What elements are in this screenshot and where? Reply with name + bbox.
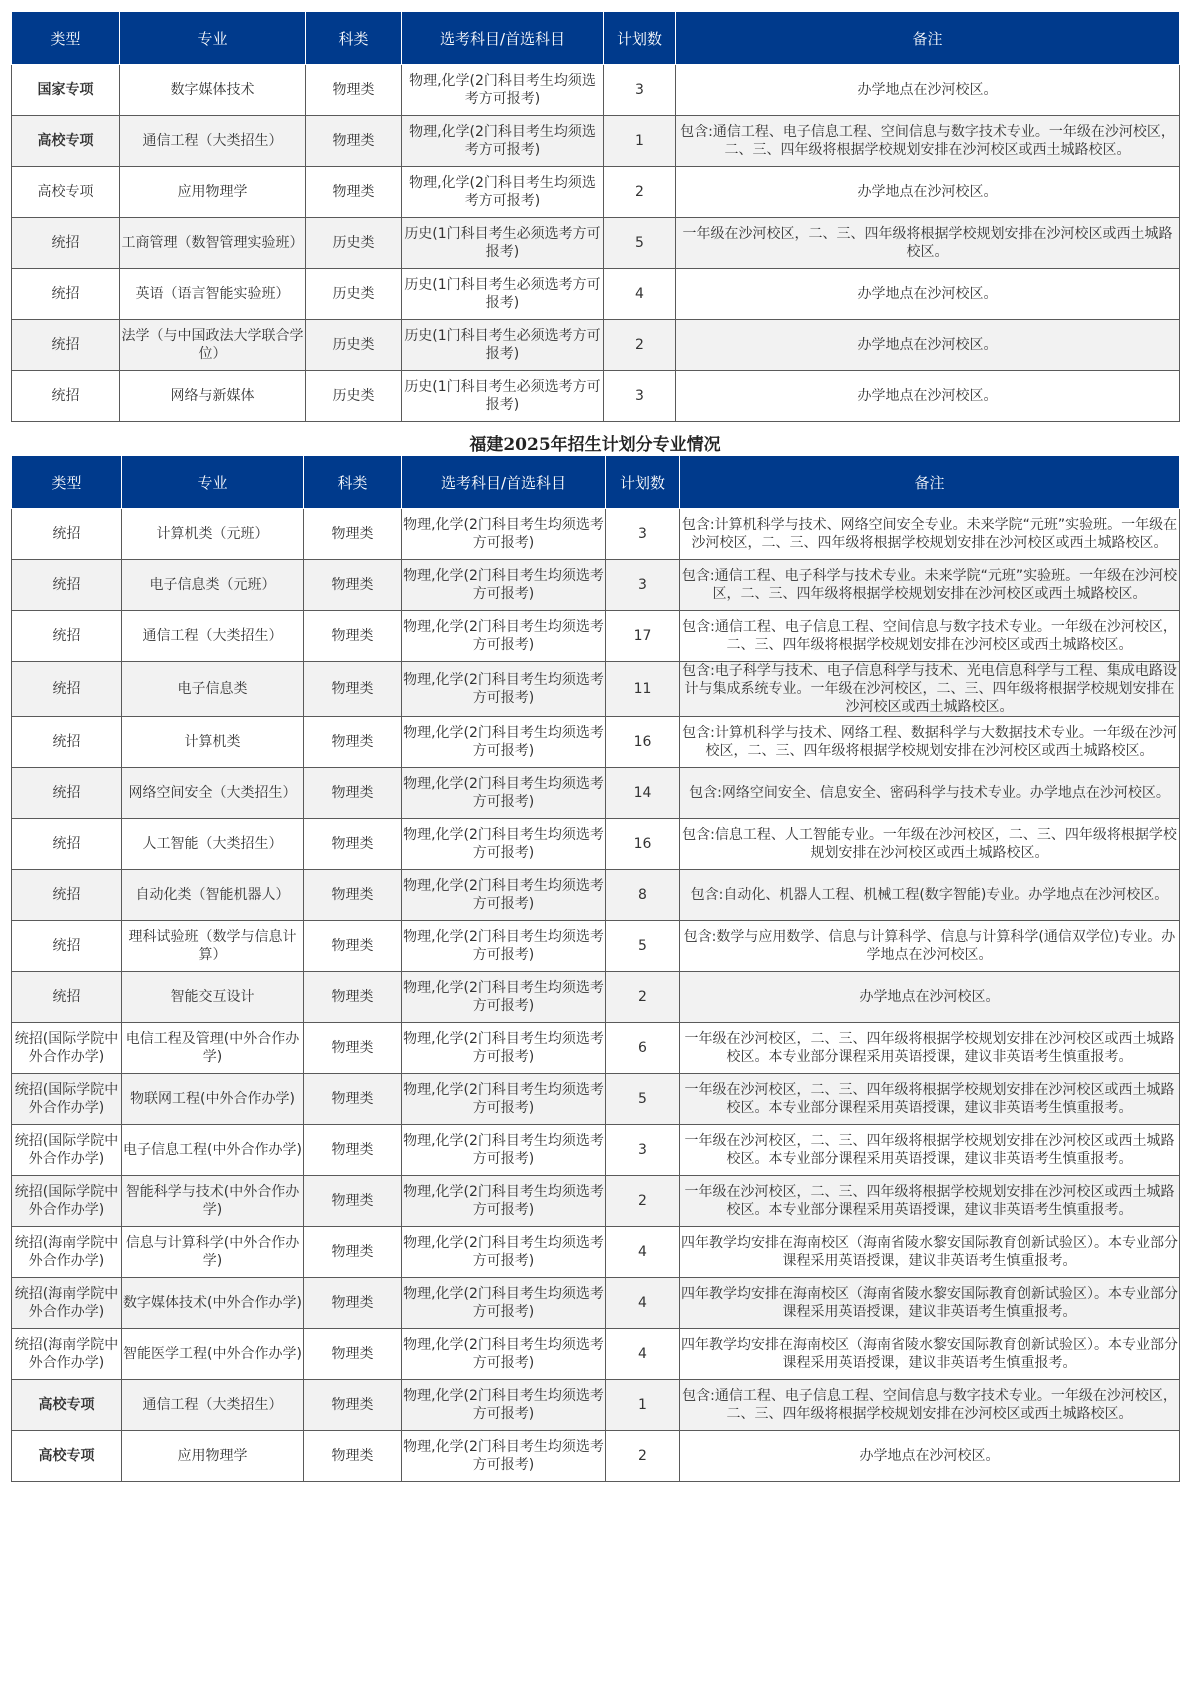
cell-category: 物理类: [304, 1227, 402, 1278]
table-row: [12, 1125, 1180, 1176]
cell-note: 四年教学均安排在海南校区（海南省陵水黎安国际教育创新试验区）。本专业部分课程采用英语授课，建议非英语考生慎重报考。: [680, 1278, 1180, 1329]
header-category: 科类: [306, 12, 402, 65]
cell-subjects: 物理,化学(2门科目考生均须选考方可报考): [402, 972, 606, 1023]
cell-note: 办学地点在沙河校区。: [676, 167, 1180, 218]
cell-major: 应用物理学: [122, 1431, 304, 1482]
cell-count: 4: [606, 1329, 680, 1380]
cell-count: 2: [606, 972, 680, 1023]
header-note: 备注: [680, 456, 1180, 509]
table-row: [12, 1074, 1180, 1125]
cell-category: 物理类: [304, 870, 402, 921]
cell-subjects: 物理,化学(2门科目考生均须选考方可报考): [402, 768, 606, 819]
cell-note: 包含:计算机科学与技术、网络工程、数据科学与大数据技术专业。一年级在沙河校区，二、三、四年级将根据学校规划安排在沙河校区或西土城路校区。: [680, 717, 1180, 768]
cell-type: 统招: [12, 768, 122, 819]
cell-note: 办学地点在沙河校区。: [680, 972, 1180, 1023]
cell-type: 统招: [12, 972, 122, 1023]
cell-category: 物理类: [304, 717, 402, 768]
cell-note: 一年级在沙河校区，二、三、四年级将根据学校规划安排在沙河校区或西土城路校区。本专业部分课程采用英语授课，建议非英语考生慎重报考。: [680, 1023, 1180, 1074]
cell-type: 统招: [12, 269, 120, 320]
table-row: [12, 1380, 1180, 1431]
cell-category: 物理类: [304, 768, 402, 819]
cell-type: 统招(国际学院中外合作办学): [12, 1023, 122, 1074]
cell-category: 历史类: [306, 320, 402, 371]
table-row: [12, 560, 1180, 611]
table-row: [12, 218, 1180, 269]
cell-type: 高校专项: [12, 1431, 122, 1482]
cell-category: 物理类: [304, 560, 402, 611]
cell-count: 5: [606, 921, 680, 972]
cell-subjects: 物理,化学(2门科目考生均须选考方可报考): [402, 921, 606, 972]
cell-type: 统招(海南学院中外合作办学): [12, 1278, 122, 1329]
table-body: [12, 65, 1180, 422]
cell-subjects: 物理,化学(2门科目考生均须选考方可报考): [402, 509, 606, 560]
cell-subjects: 物理,化学(2门科目考生均须选考方可报考): [402, 1227, 606, 1278]
cell-category: 历史类: [306, 218, 402, 269]
cell-category: 物理类: [304, 509, 402, 560]
cell-note: 包含:网络空间安全、信息安全、密码科学与技术专业。办学地点在沙河校区。: [680, 768, 1180, 819]
cell-note: 一年级在沙河校区，二、三、四年级将根据学校规划安排在沙河校区或西土城路校区。本专业部分课程采用英语授课，建议非英语考生慎重报考。: [680, 1074, 1180, 1125]
cell-major: 信息与计算科学(中外合作办学): [122, 1227, 304, 1278]
cell-category: 物理类: [304, 819, 402, 870]
cell-major: 智能交互设计: [122, 972, 304, 1023]
cell-major: 通信工程（大类招生）: [120, 116, 306, 167]
cell-count: 3: [606, 1125, 680, 1176]
cell-note: 办学地点在沙河校区。: [676, 320, 1180, 371]
cell-major: 工商管理（数智管理实验班）: [120, 218, 306, 269]
cell-type: 统招: [12, 662, 122, 717]
cell-category: 物理类: [304, 1125, 402, 1176]
cell-major: 智能医学工程(中外合作办学): [122, 1329, 304, 1380]
cell-count: 4: [604, 269, 676, 320]
table-row: [12, 717, 1180, 768]
cell-type: 统招: [12, 320, 120, 371]
cell-subjects: 物理,化学(2门科目考生均须选考方可报考): [402, 717, 606, 768]
cell-major: 法学（与中国政法大学联合学位）: [120, 320, 306, 371]
cell-subjects: 历史(1门科目考生必须选考方可报考): [402, 218, 604, 269]
cell-type: 统招: [12, 611, 122, 662]
cell-subjects: 物理,化学(2门科目考生均须选考方可报考): [402, 1278, 606, 1329]
header-subjects: 选考科目/首选科目: [402, 456, 606, 509]
cell-count: 4: [606, 1227, 680, 1278]
table-row: [12, 269, 1180, 320]
cell-note: 一年级在沙河校区，二、三、四年级将根据学校规划安排在沙河校区或西土城路校区。本专业部分课程采用英语授课，建议非英语考生慎重报考。: [680, 1176, 1180, 1227]
cell-note: 包含:通信工程、电子信息工程、空间信息与数字技术专业。一年级在沙河校区，二、三、四年级将根据学校规划安排在沙河校区或西土城路校区。: [676, 116, 1180, 167]
table-row: [12, 1227, 1180, 1278]
cell-note: 包含:信息工程、人工智能专业。一年级在沙河校区，二、三、四年级将根据学校规划安排在沙河校区或西土城路校区。: [680, 819, 1180, 870]
header-count: 计划数: [604, 12, 676, 65]
table-row: [12, 611, 1180, 662]
cell-subjects: 物理,化学(2门科目考生均须选考方可报考): [402, 1431, 606, 1482]
cell-type: 统招: [12, 560, 122, 611]
cell-major: 通信工程（大类招生）: [122, 1380, 304, 1431]
cell-count: 3: [606, 560, 680, 611]
header-major: 专业: [120, 12, 306, 65]
cell-note: 包含:通信工程、电子信息工程、空间信息与数字技术专业。一年级在沙河校区，二、三、四年级将根据学校规划安排在沙河校区或西土城路校区。: [680, 611, 1180, 662]
table-row: [12, 972, 1180, 1023]
cell-category: 物理类: [304, 611, 402, 662]
cell-count: 3: [606, 509, 680, 560]
table-row: [12, 1329, 1180, 1380]
cell-count: 1: [604, 116, 676, 167]
cell-category: 物理类: [304, 1074, 402, 1125]
cell-subjects: 物理,化学(2门科目考生均须选考方可报考): [402, 1176, 606, 1227]
header-type: 类型: [12, 12, 120, 65]
section-title: 福建2025年招生计划分专业情况: [469, 435, 721, 455]
cell-type: 统招(国际学院中外合作办学): [12, 1125, 122, 1176]
cell-note: 一年级在沙河校区，二、三、四年级将根据学校规划安排在沙河校区或西土城路校区。本专业部分课程采用英语授课，建议非英语考生慎重报考。: [680, 1125, 1180, 1176]
table-row: [12, 371, 1180, 422]
cell-category: 物理类: [306, 167, 402, 218]
table-row: [12, 167, 1180, 218]
cell-note: 办学地点在沙河校区。: [676, 269, 1180, 320]
cell-subjects: 物理,化学(2门科目考生均须选考方可报考): [402, 819, 606, 870]
table-row: [12, 870, 1180, 921]
cell-major: 自动化类（智能机器人）: [122, 870, 304, 921]
header-type: 类型: [12, 456, 122, 509]
cell-major: 网络与新媒体: [120, 371, 306, 422]
cell-subjects: 物理,化学(2门科目考生均须选考方可报考): [402, 116, 604, 167]
cell-note: 包含:数学与应用数学、信息与计算科学、信息与计算科学(通信双学位)专业。办学地点在沙河校区。: [680, 921, 1180, 972]
cell-count: 16: [606, 819, 680, 870]
cell-major: 英语（语言智能实验班）: [120, 269, 306, 320]
cell-type: 统招: [12, 870, 122, 921]
cell-major: 人工智能（大类招生）: [122, 819, 304, 870]
cell-subjects: 物理,化学(2门科目考生均须选考方可报考): [402, 167, 604, 218]
cell-category: 物理类: [304, 921, 402, 972]
cell-note: 包含:通信工程、电子信息工程、空间信息与数字技术专业。一年级在沙河校区，二、三、四年级将根据学校规划安排在沙河校区或西土城路校区。: [680, 1380, 1180, 1431]
cell-note: 四年教学均安排在海南校区（海南省陵水黎安国际教育创新试验区）。本专业部分课程采用英语授课，建议非英语考生慎重报考。: [680, 1329, 1180, 1380]
cell-count: 5: [604, 218, 676, 269]
cell-count: 1: [606, 1380, 680, 1431]
cell-count: 2: [604, 320, 676, 371]
table-row: [12, 662, 1180, 717]
table-row: [12, 320, 1180, 371]
cell-category: 历史类: [306, 371, 402, 422]
cell-subjects: 历史(1门科目考生必须选考方可报考): [402, 320, 604, 371]
table-row: [12, 819, 1180, 870]
cell-count: 16: [606, 717, 680, 768]
cell-category: 物理类: [304, 1023, 402, 1074]
cell-subjects: 物理,化学(2门科目考生均须选考方可报考): [402, 1125, 606, 1176]
cell-count: 2: [606, 1176, 680, 1227]
table-row: [12, 921, 1180, 972]
cell-count: 5: [606, 1074, 680, 1125]
cell-note: 包含:通信工程、电子科学与技术专业。未来学院“元班”实验班。一年级在沙河校区，二、三、四年级将根据学校规划安排在沙河校区或西土城路校区。: [680, 560, 1180, 611]
cell-category: 物理类: [306, 65, 402, 116]
cell-category: 物理类: [304, 972, 402, 1023]
cell-count: 11: [606, 662, 680, 717]
cell-subjects: 历史(1门科目考生必须选考方可报考): [402, 269, 604, 320]
cell-subjects: 物理,化学(2门科目考生均须选考方可报考): [402, 611, 606, 662]
cell-major: 计算机类（元班）: [122, 509, 304, 560]
cell-count: 14: [606, 768, 680, 819]
cell-type: 统招: [12, 218, 120, 269]
cell-type: 统招: [12, 371, 120, 422]
cell-type: 统招: [12, 819, 122, 870]
cell-major: 电子信息工程(中外合作办学): [122, 1125, 304, 1176]
table-body: [12, 509, 1180, 1482]
cell-major: 数字媒体技术: [120, 65, 306, 116]
cell-count: 3: [604, 65, 676, 116]
cell-major: 电子信息类（元班）: [122, 560, 304, 611]
cell-type: 统招(国际学院中外合作办学): [12, 1074, 122, 1125]
cell-major: 物联网工程(中外合作办学): [122, 1074, 304, 1125]
cell-note: 办学地点在沙河校区。: [676, 65, 1180, 116]
table-row: [12, 1431, 1180, 1482]
header-category: 科类: [304, 456, 402, 509]
cell-major: 网络空间安全（大类招生）: [122, 768, 304, 819]
cell-note: 办学地点在沙河校区。: [680, 1431, 1180, 1482]
table-header: [12, 456, 1180, 509]
cell-major: 电子信息类: [122, 662, 304, 717]
cell-type: 高校专项: [12, 116, 120, 167]
cell-category: 物理类: [304, 1176, 402, 1227]
table-row: [12, 1278, 1180, 1329]
cell-count: 6: [606, 1023, 680, 1074]
cell-category: 物理类: [304, 1431, 402, 1482]
cell-subjects: 物理,化学(2门科目考生均须选考方可报考): [402, 1380, 606, 1431]
cell-major: 应用物理学: [120, 167, 306, 218]
enrollment-table-2: [11, 455, 1180, 1482]
cell-subjects: 物理,化学(2门科目考生均须选考方可报考): [402, 662, 606, 717]
cell-type: 统招: [12, 717, 122, 768]
cell-note: 包含:电子科学与技术、电子信息科学与技术、光电信息科学与工程、集成电路设计与集成系统专业。一年级在沙河校区，二、三、四年级将根据学校规划安排在沙河校区或西土城路校区。: [680, 662, 1180, 717]
header-subjects: 选考科目/首选科目: [402, 12, 604, 65]
cell-type: 统招(海南学院中外合作办学): [12, 1329, 122, 1380]
cell-note: 包含:计算机科学与技术、网络空间安全专业。未来学院“元班”实验班。一年级在沙河校区，二、三、四年级将根据学校规划安排在沙河校区或西土城路校区。: [680, 509, 1180, 560]
header-count: 计划数: [606, 456, 680, 509]
table-row: [12, 65, 1180, 116]
cell-note: 办学地点在沙河校区。: [676, 371, 1180, 422]
cell-type: 高校专项: [12, 167, 120, 218]
cell-count: 2: [606, 1431, 680, 1482]
table-row: [12, 1023, 1180, 1074]
cell-major: 智能科学与技术(中外合作办学): [122, 1176, 304, 1227]
cell-note: 四年教学均安排在海南校区（海南省陵水黎安国际教育创新试验区）。本专业部分课程采用英语授课，建议非英语考生慎重报考。: [680, 1227, 1180, 1278]
cell-subjects: 物理,化学(2门科目考生均须选考方可报考): [402, 1329, 606, 1380]
cell-count: 8: [606, 870, 680, 921]
cell-count: 2: [604, 167, 676, 218]
cell-major: 理科试验班（数学与信息计算）: [122, 921, 304, 972]
cell-subjects: 物理,化学(2门科目考生均须选考方可报考): [402, 1023, 606, 1074]
cell-subjects: 历史(1门科目考生必须选考方可报考): [402, 371, 604, 422]
cell-subjects: 物理,化学(2门科目考生均须选考方可报考): [402, 870, 606, 921]
cell-major: 电信工程及管理(中外合作办学): [122, 1023, 304, 1074]
cell-category: 物理类: [306, 116, 402, 167]
enrollment-table-1: [11, 11, 1180, 422]
cell-type: 统招(海南学院中外合作办学): [12, 1227, 122, 1278]
cell-category: 历史类: [306, 269, 402, 320]
cell-count: 17: [606, 611, 680, 662]
cell-type: 统招(国际学院中外合作办学): [12, 1176, 122, 1227]
table-row: [12, 1176, 1180, 1227]
cell-type: 国家专项: [12, 65, 120, 116]
table-row: [12, 509, 1180, 560]
header-major: 专业: [122, 456, 304, 509]
cell-category: 物理类: [304, 1278, 402, 1329]
cell-subjects: 物理,化学(2门科目考生均须选考方可报考): [402, 65, 604, 116]
cell-note: 一年级在沙河校区，二、三、四年级将根据学校规划安排在沙河校区或西土城路校区。: [676, 218, 1180, 269]
cell-note: 包含:自动化、机器人工程、机械工程(数字智能)专业。办学地点在沙河校区。: [680, 870, 1180, 921]
cell-type: 统招: [12, 921, 122, 972]
table-row: [12, 116, 1180, 167]
cell-subjects: 物理,化学(2门科目考生均须选考方可报考): [402, 560, 606, 611]
table-row: [12, 768, 1180, 819]
cell-major: 计算机类: [122, 717, 304, 768]
cell-subjects: 物理,化学(2门科目考生均须选考方可报考): [402, 1074, 606, 1125]
cell-count: 4: [606, 1278, 680, 1329]
cell-major: 数字媒体技术(中外合作办学): [122, 1278, 304, 1329]
cell-type: 高校专项: [12, 1380, 122, 1431]
cell-category: 物理类: [304, 1380, 402, 1431]
cell-category: 物理类: [304, 662, 402, 717]
cell-type: 统招: [12, 509, 122, 560]
cell-major: 通信工程（大类招生）: [122, 611, 304, 662]
table-header: [12, 12, 1180, 65]
header-note: 备注: [676, 12, 1180, 65]
cell-category: 物理类: [304, 1329, 402, 1380]
cell-count: 3: [604, 371, 676, 422]
